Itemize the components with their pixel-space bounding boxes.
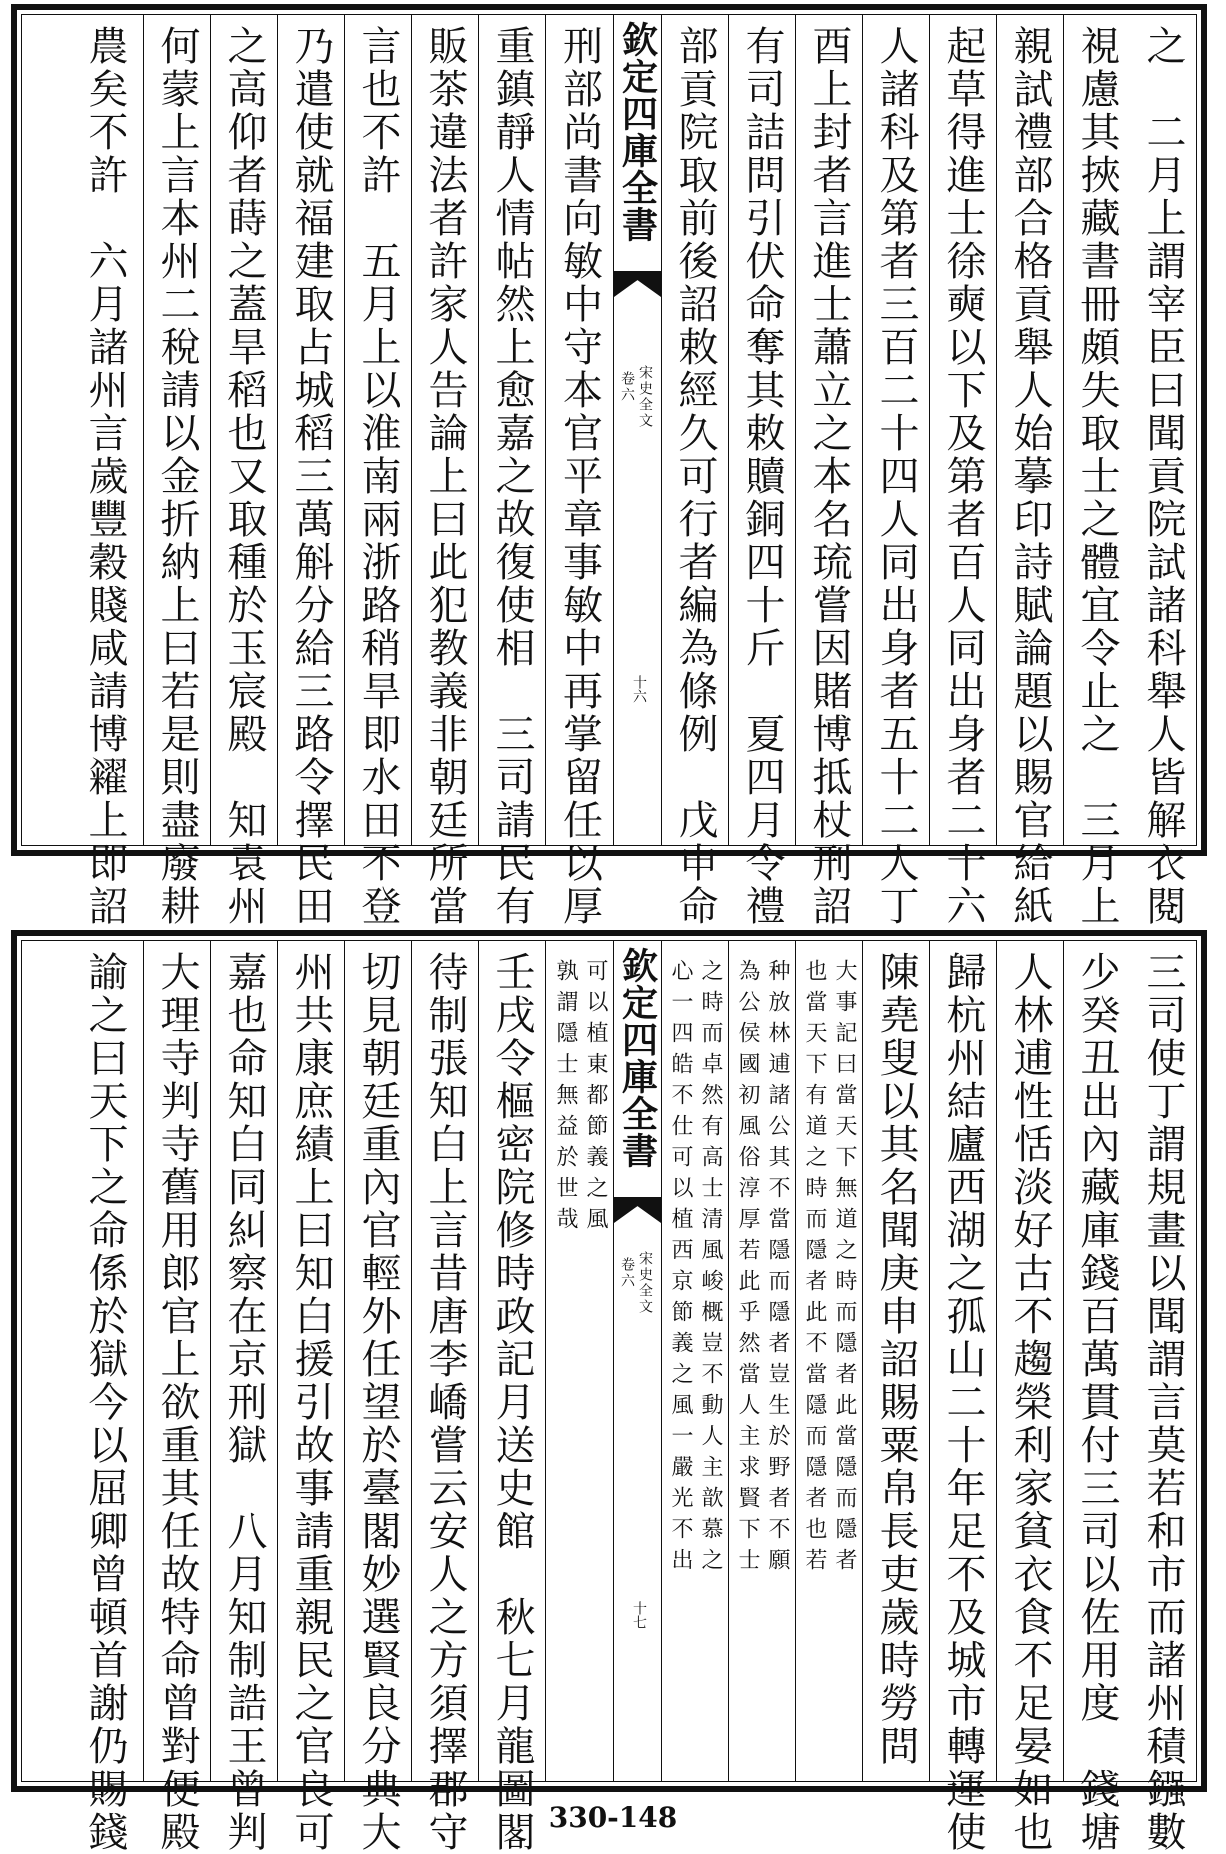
column-text: 歸杭州結廬西湖之孤山二十年足不及城市轉運使 [940,951,986,1854]
fishtail-ornament [614,1197,661,1223]
column-text: 販茶違法者許家人告論上曰此犯教義非朝廷所當 [422,25,468,928]
text-column [143,941,210,1854]
commentary-line: 之時而卓然有高士清風峻概豈不動人主歆慕之 [698,959,723,1579]
column-text: 乃遣使就福建取占城稻三萬斛分給三路令擇民田 [288,25,334,928]
text-column [661,15,728,928]
source-title: 宋史全文 [637,1251,653,1315]
column-text: 諭之曰天下之命係於獄今以屈卿曾頓首謝仍賜錢 [82,951,128,1854]
text-column [277,15,344,928]
top-page-panel [11,4,1207,928]
text-column [996,15,1063,928]
column-text: 刑部尚書向敏中守本官平章事敏中再掌留任以厚 [556,25,603,928]
commentary-column [795,941,862,1781]
column-text: 有司詰問引伏命奪其敕贖銅四十斤 夏四月令禮 [739,25,785,928]
text-column [344,15,411,928]
text-column [411,941,478,1854]
source-title: 宋史全文 [637,365,653,429]
leaf-number: 十七 [631,1601,647,1629]
commentary-column [661,941,728,1781]
text-column [478,15,545,928]
column-text: 言也不許 五月上以淮南兩浙路稍旱即水田不登 [355,25,401,928]
commentary-line: 心一四皓不仕可以植西京節義之風一嚴光不出 [668,959,693,1579]
column-text: 起草得進士徐奭以下及第者百人同出身者二十六 [940,25,986,928]
volume-label: 卷六 [619,371,635,403]
commentary-line: 孰謂隱士無益於世哉 [553,959,578,1238]
text-column [210,941,277,1854]
text-column [21,15,143,928]
column-text: 親試禮部合格貢舉人始摹印詩賦論題以賜官給紙 [1007,25,1053,928]
page-number: 330-148 [548,1801,678,1834]
column-text: 部貢院取前後詔敕經久可行者編為條例 戊申命 [672,25,718,928]
text-column [929,15,996,928]
commentary-line: 大事記曰當天下無道之時而隱者此當隱而隱者 [832,959,857,1579]
page-header-column [613,15,661,845]
volume-label: 卷六 [619,1257,635,1289]
leaf-number: 十六 [631,675,647,703]
text-column [1063,941,1130,1854]
commentary-line: 可以植東都節義之風 [583,959,608,1238]
commentary-line: 為公侯國初風俗淳厚若此乎然當人主求賢下士 [735,959,760,1579]
text-column [143,15,210,928]
text-column [728,15,795,928]
text-column [277,941,344,1854]
text-column [862,15,929,928]
page-header-column [613,941,661,1781]
fishtail-ornament [614,271,661,297]
commentary-line: 种放林逋諸公其不當隱而隱者豈生於野者不願 [765,959,790,1579]
column-text: 人林逋性恬淡好古不趨榮利家貧衣食不足晏如也 [1007,951,1053,1854]
text-column [1063,15,1130,928]
column-text: 少癸丑出內藏庫錢百萬貫付三司以佐用度 錢塘 [1074,951,1120,1854]
column-text: 視慮其挾藏書冊頗失取士之體宜令止之 三月上 [1074,25,1120,928]
column-text: 待制張知白上言昔唐李嶠嘗云安人之方須擇郡守 [422,951,468,1854]
column-text: 人諸科及第者三百二十四人同出身者五十二人丁 [873,25,919,928]
text-column [862,941,929,1781]
column-text: 切見朝廷重內官輕外任望於臺閣妙選賢良分典大 [355,951,401,1854]
column-text: 壬戌令樞密院修時政記月送史館 秋七月龍圖閣 [489,951,535,1854]
text-column [929,941,996,1854]
commentary-line: 也當天下有道之時而隱者此不當隱而隱者也若 [802,959,827,1579]
text-column [1130,15,1196,928]
column-text: 三司使丁謂規畫以聞謂言莫若和市而諸州積鏹數 [1140,951,1186,1854]
text-column [545,15,613,928]
text-column [1130,941,1196,1854]
column-text: 酉上封者言進士蕭立之本名琉嘗因賭博抵杖刑詔 [806,25,852,928]
book-title: 欽定四庫全書 [616,947,659,1169]
column-text: 之 二月上謂宰臣曰聞貢院試諸科舉人皆解衣閱 [1140,25,1186,928]
text-column [210,15,277,928]
column-text: 嘉也命知白同糾察在京刑獄 八月知制誥王曾判 [221,951,267,1854]
top-page-frame [21,14,1197,928]
text-column [996,941,1063,1854]
column-text: 大理寺判寺舊用郎官上欲重其任故特命曾對便殿 [154,951,200,1854]
column-text: 農矣不許 六月諸州言歲豐穀賤咸請博糴上即詔 [82,25,128,928]
text-column [344,941,411,1854]
commentary-column [728,941,795,1781]
commentary-column [545,941,613,1781]
text-column [411,15,478,928]
text-column [795,15,862,928]
column-text: 陳堯叟以其名聞庚申詔賜粟帛長吏歲時勞問 [873,951,919,1768]
column-text: 州共康庶績上曰知白援引故事請重親民之官良可 [288,951,334,1854]
book-title: 欽定四庫全書 [616,21,659,243]
text-column [478,941,545,1854]
text-column [21,941,143,1854]
column-text: 何蒙上言本州二稅請以金折納上曰若是則盡廢耕 [154,25,200,928]
column-text: 重鎮靜人情帖然上愈嘉之故復使相 三司請民有 [489,25,535,928]
column-text: 之高仰者蒔之蓋旱稻也又取種於玉宸殿 知袁州 [221,25,267,928]
